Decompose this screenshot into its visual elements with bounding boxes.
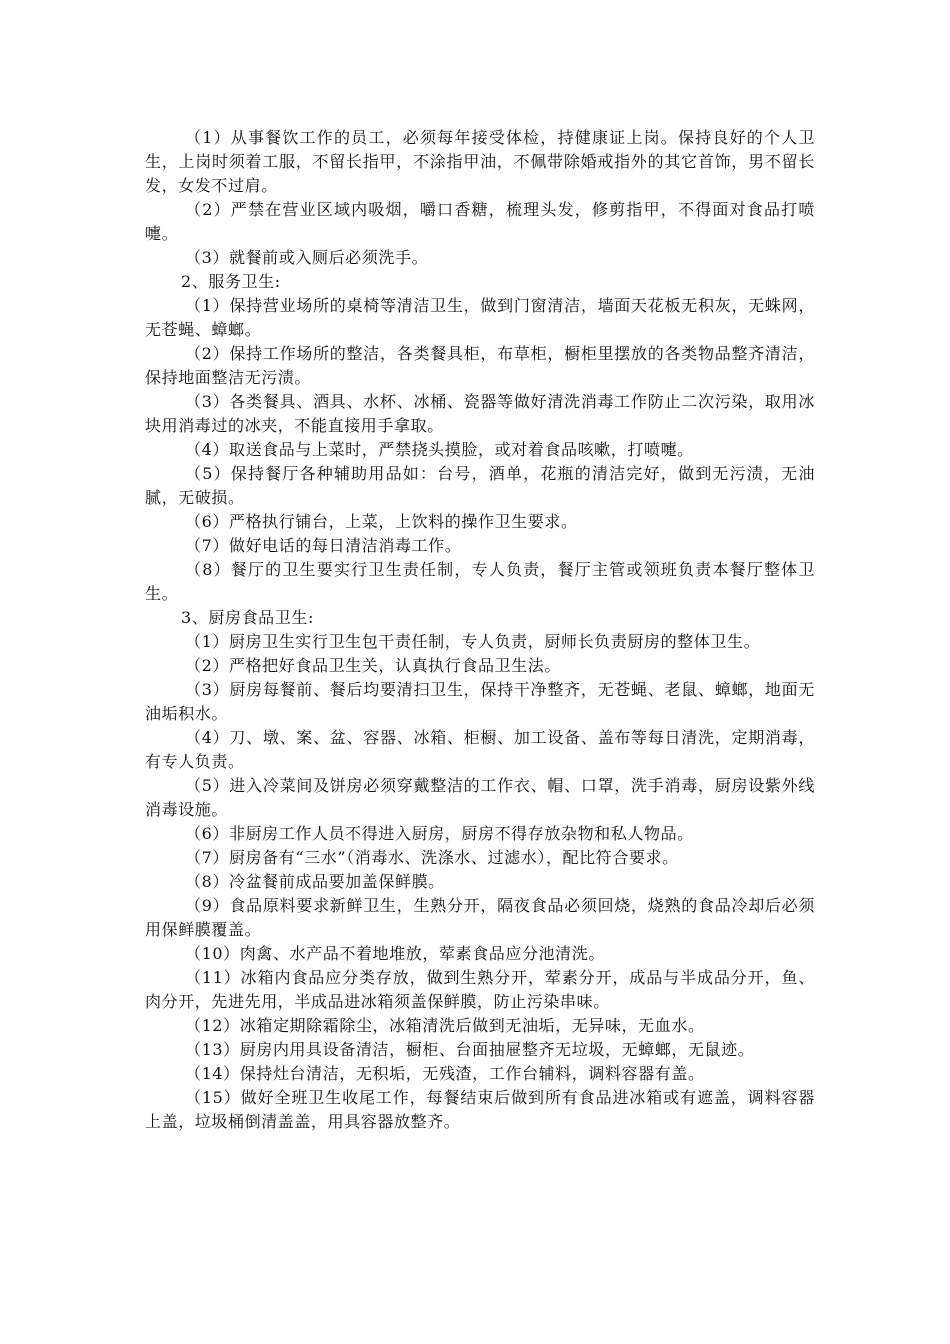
paragraph: （14）保持灶台清洁，无积垢，无残渣，工作台辅料，调料容器有盖。 <box>185 1064 705 1083</box>
paragraph: （4）取送食品与上菜时，严禁挠头摸脸，或对着食品咳嗽，打喷嚏。 <box>185 440 694 459</box>
paragraph: （1）保持营业场所的桌椅等清洁卫生，做到门窗清洁，墙面天花板无积灰，无蛛网，无苍蝇、蟑螂。 <box>145 296 815 339</box>
paragraph: （6）严格执行铺台，上菜，上饮料的操作卫生要求。 <box>185 512 578 531</box>
document-body <box>145 126 815 1134</box>
paragraph: （5）进入冷菜间及饼房必须穿戴整洁的工作衣、帽、口罩，洗手消毒，厨房设紫外线消毒设施。 <box>145 776 815 819</box>
paragraph: （2）严格把好食品卫生关，认真执行食品卫生法。 <box>185 656 561 675</box>
paragraph: （12）冰箱定期除霜除尘，冰箱清洗后做到无油垢，无异味，无血水。 <box>185 1016 705 1035</box>
paragraph: （1）从事餐饮工作的员工，必须每年接受体检，持健康证上岗。保持良好的个人卫生，上岗时须着工服，不留长指甲，不涂指甲油，不佩带除婚戒指外的其它首饰，男不留长发，女发不过肩。 <box>145 128 815 195</box>
paragraph: （6）非厨房工作人员不得进入厨房，厨房不得存放杂物和私人物品。 <box>185 824 694 843</box>
paragraph: （5）保持餐厅各种辅助用品如：台号，酒单，花瓶的清洁完好，做到无污渍，无油腻，无破损。 <box>145 464 815 507</box>
paragraph: （4）刀、墩、案、盆、容器、冰箱、柜橱、加工设备、盖布等每日清洗，定期消毒，有专人负责。 <box>145 728 815 771</box>
paragraph: （1）厨房卫生实行卫生包干责任制，专人负责，厨师长负责厨房的整体卫生。 <box>185 632 761 651</box>
paragraph: （3）就餐前或入厕后必须洗手。 <box>185 248 429 267</box>
paragraph: （8）冷盆餐前成品要加盖保鲜膜。 <box>185 872 445 891</box>
paragraph: （13）厨房内用具设备清洁，橱柜、台面抽屉整齐无垃圾，无蟑螂，无鼠迹。 <box>185 1040 755 1059</box>
paragraph: （7）厨房备有“三水”（消毒水、洗涤水、过滤水），配比符合要求。 <box>185 848 679 867</box>
paragraph: （9）食品原料要求新鲜卫生，生熟分开，隔夜食品必须回烧，烧熟的食品冷却后必须用保鲜膜覆盖。 <box>145 896 815 939</box>
paragraph: （3）厨房每餐前、餐后均要清扫卫生，保持干净整齐，无苍蝇、老鼠、蟑螂，地面无油垢积水。 <box>145 680 815 723</box>
section-heading: 2、服务卫生: <box>181 272 281 291</box>
paragraph: （2）保持工作场所的整洁，各类餐具柜，布草柜，橱柜里摆放的各类物品整齐清洁，保持地面整洁无污渍。 <box>145 344 815 387</box>
paragraph: （10）肉禽、水产品不着地堆放，荤素食品应分池清洗。 <box>185 944 605 963</box>
section-heading: 3、厨房食品卫生: <box>181 608 314 627</box>
paragraph: （11）冰箱内食品应分类存放，做到生熟分开，荤素分开，成品与半成品分开，鱼、肉分开，先进先用，半成品进冰箱须盖保鲜膜，防止污染串味。 <box>145 968 815 1011</box>
paragraph: （2）严禁在营业区域内吸烟，嚼口香糖，梳理头发，修剪指甲，不得面对食品打喷嚏。 <box>145 200 815 243</box>
paragraph: （15）做好全班卫生收尾工作，每餐结束后做到所有食品进冰箱或有遮盖，调料容器上盖，垃圾桶倒清盖盖，用具容器放整齐。 <box>145 1088 815 1131</box>
paragraph: （7）做好电话的每日清洁消毒工作。 <box>185 536 462 555</box>
paragraph: （3）各类餐具、酒具、水杯、冰桶、瓷器等做好清洗消毒工作防止二次污染，取用冰块用消毒过的冰夹，不能直接用手拿取。 <box>145 392 815 435</box>
paragraph: （8）餐厅的卫生要实行卫生责任制，专人负责，餐厅主管或领班负责本餐厅整体卫生。 <box>145 560 815 603</box>
